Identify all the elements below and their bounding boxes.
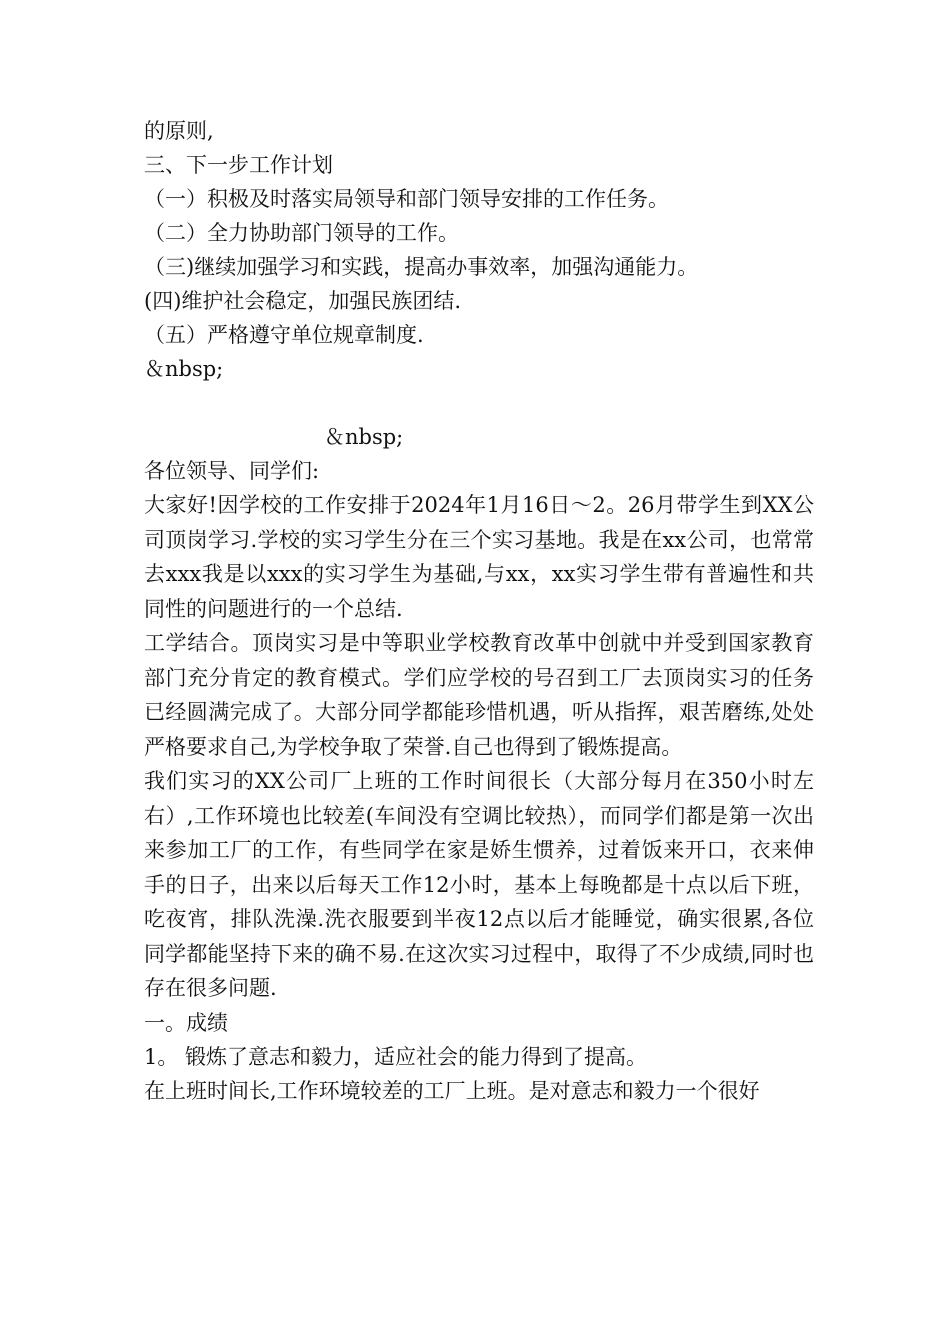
plan-item-5: （五）严格遵守单位规章制度. [144, 323, 424, 347]
result-item-1: 1。 锻炼了意志和毅力，适应社会的能力得到了提高。 [144, 1044, 648, 1069]
results-heading: 一。成绩 [144, 1010, 228, 1035]
section-heading: 三、下一步工作计划 [144, 153, 333, 177]
plan-item-3: （三)继续加强学习和实践，提高办事效率，加强沟通能力。 [144, 255, 699, 279]
salutation: 各位领导、同学们: [144, 459, 320, 483]
paragraph-conditions: 我们实习的XX公司厂上班的工作时间很长（大部分每月在350小时左右）,工作环境也比较差(车间没有空调比较热），而同学们都是第一次出来参加工厂的工作，有些同学在家是娇生惯养，过着饭来开口，衣来伸手的日子，出来以后每天工作12小时，基本上每晚都是十点以后下班，吃夜宵，排队洗澡.洗衣服要到半夜12点以后才能睡觉，确实很累,各位同学都能坚持下来的确不易.在这次实习过程中，取得了不少成绩,同时也存在很多问题. [144, 769, 814, 1000]
nbsp-text-indented: ＆nbsp; [324, 425, 404, 449]
nbsp-text: ＆nbsp; [144, 357, 224, 381]
document-body [144, 114, 814, 1108]
text-line: 的原则, [144, 119, 214, 143]
text-line-last: 在上班时间长,工作环境较差的工厂上班。是对意志和毅力一个很好 [144, 1078, 760, 1103]
plan-item-4: (四)维护社会稳定，加强民族团结. [144, 289, 462, 313]
plan-item-2: （二）全力协助部门领导的工作。 [144, 221, 459, 245]
plan-item-1: （一）积极及时落实局领导和部门领导安排的工作任务。 [144, 187, 669, 211]
paragraph-work-study: 工学结合。顶岗实习是中等职业学校教育改革中创就中并受到国家教育部门充分肯定的教育模式。学们应学校的号召到工厂去顶岗实习的任务已经圆满完成了。大部分同学都能珍惜机遇，听从指挥，艰苦磨练,处处严格要求自己,为学校争取了荣誉.自己也得到了锻炼提高。 [144, 631, 814, 759]
paragraph-intro: 大家好!因学校的工作安排于2024年1月16日～2。26月带学生到XX公司顶岗学习.学校的实习学生分在三个实习基地。我是在xx公司，也常常去xxx我是以xxx的实习学生为基础,与xx，xx实习学生带有普遍性和共同性的问题进行的一个总结. [144, 493, 814, 621]
blank-line [144, 386, 814, 420]
